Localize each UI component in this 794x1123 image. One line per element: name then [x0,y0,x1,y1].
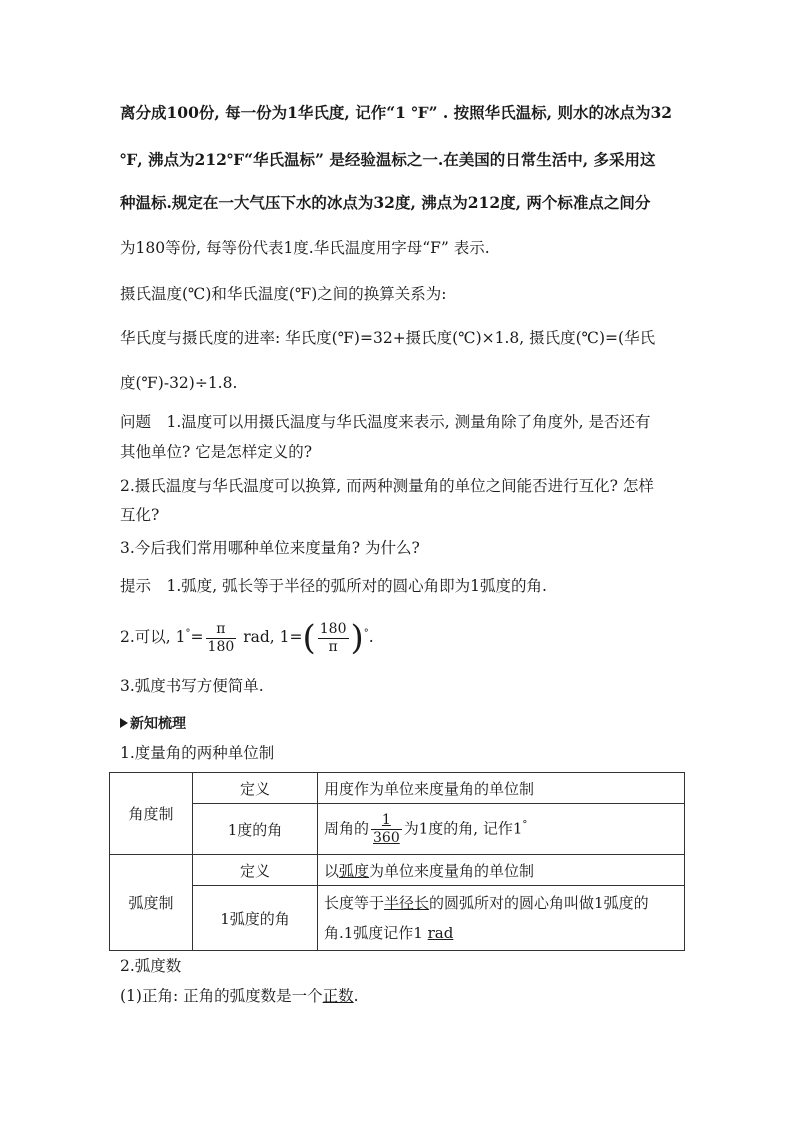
conversion-line2: 华氏度与摄氏度的进率: 华氏度(℉)=32+摄氏度(℃)×1.8, 摄氏度(℃)=(华氏 [120,329,656,347]
radian-definition [318,855,685,886]
hint-2 [120,612,690,659]
degree-system-cell: 角度制 [110,773,193,855]
para1-line2: ℉, 沸点为212℉“华氏温标” 是经验温标之一.在美国的日常生活中, 多采用这 [120,150,656,169]
rad-unit: rad, [243,628,275,647]
positive-angle-end: . [353,987,359,1005]
fraction-denominator: 180 [207,638,235,655]
question-2b: 互化? [120,506,160,524]
degree-symbol: ° [363,628,369,639]
table-row [110,773,685,804]
hint-2-end: . [368,628,374,647]
positive-angle-line [120,985,690,1007]
fraction-numerator: π [206,621,237,639]
angle-units-table [109,772,685,951]
fraction-denominator: 360 [373,829,400,846]
question-1b: 其他单位? 它是怎样定义的? [120,443,313,461]
radian-def-answer: 弧度 [339,861,370,880]
fraction-numerator: 180 [319,620,347,637]
one-radian-definition [318,886,685,951]
question-3: 3.今后我们常用哪种单位来度量角? 为什么? [120,539,420,557]
degree-symbol: ° [185,628,191,639]
one-radian-l2-answer: rad [427,924,454,942]
section-tag-label: 新知梳理 [130,716,186,732]
definition-label: 定义 [193,855,318,886]
triangle-marker-icon [120,718,128,728]
one-radian-label: 1弧度的角 [193,886,318,951]
fraction-denominator: π [328,638,338,655]
hint-1: 提示 1.弧度, 弧长等于半径的弧所对的圆心角即为1弧度的角. [120,577,547,595]
section-tag [120,712,690,735]
definition-label: 定义 [193,773,318,804]
para1-line1: 离分成100份, 每一份为1华氏度, 记作“1 ℉” . 按照华氏温标, 则水的冰点为32 [120,103,673,122]
hint-2-one-eq: 1= [279,628,303,647]
one-degree-suffix: 为1度的角, 记作1 [403,819,523,837]
table-row [110,886,685,951]
one-degree-label: 1度的角 [193,804,318,855]
one-radian-l1-prefix: 长度等于 [324,894,385,912]
para1-line4: 为180等份, 每等份代表1度.华氏温度用字母“F” 表示. [120,239,490,257]
pi-over-180-fraction [206,621,237,656]
hint-2-eq: = [190,628,204,647]
hint-2-prefix: 2.可以, [120,628,171,647]
one-radian-l1-suffix: 的圆弧所对的圆心角叫做1弧度的 [429,894,649,912]
one-radian-line2 [324,918,678,948]
right-paren: ) [350,618,364,659]
one-degree-prefix: 周角的 [324,819,370,837]
one-radian-line1 [324,888,678,918]
degree-definition: 用度作为单位来度量角的单位制 [318,773,685,804]
section-title-2: 2.弧度数 [120,957,182,975]
one-over-360-fraction [371,812,402,847]
radian-def-prefix: 以 [324,861,340,880]
table-row [110,804,685,855]
table-row [110,855,685,886]
conversion-line3: 度(℉)-32)÷1.8. [120,374,238,392]
fraction-numerator: 1 [371,812,402,830]
radian-system-cell: 弧度制 [110,855,193,951]
section-title-1: 1.度量角的两种单位制 [120,744,275,762]
left-paren: ( [302,618,316,659]
question-2a: 2.摄氏温度与华氏温度可以换算, 而两种测量角的单位之间能否进行互化? 怎样 [120,477,654,495]
hint-3: 3.弧度书写方便简单. [120,677,264,695]
positive-angle-answer: 正数 [322,987,354,1005]
question-1a: 问题 1.温度可以用摄氏温度与华氏温度来表示, 测量角除了角度外, 是否还有 [120,413,651,431]
radian-def-suffix: 为单位来度量角的单位制 [369,861,535,880]
conversion-line1: 摄氏温度(℃)和华氏温度(℉)之间的换算关系为: [120,285,447,303]
positive-angle-prefix: (1)正角: 正角的弧度数是一个 [120,987,323,1005]
one-degree-definition [318,804,685,855]
one-radian-l1-answer: 半径长 [384,894,430,912]
degree-symbol: ° [522,819,528,830]
180-over-pi-fraction [318,621,349,656]
one-radian-l2-prefix: 角.1弧度记作1 [324,924,423,942]
hint-2-one: 1 [175,628,186,647]
para1-line3: 种温标.规定在一大气压下水的冰点为32度, 沸点为212度, 两个标准点之间分 [120,193,651,212]
